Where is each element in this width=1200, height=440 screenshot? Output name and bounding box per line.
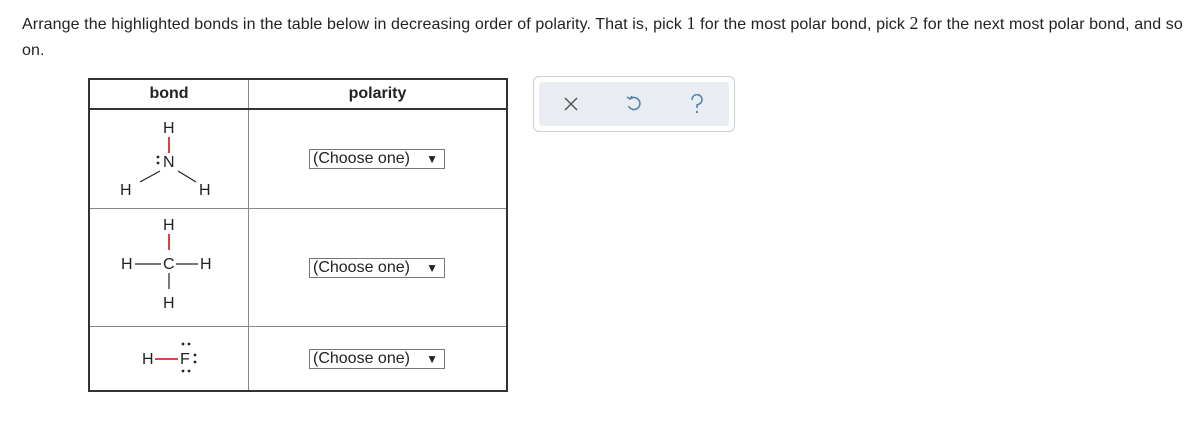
polarity-select[interactable] [309, 349, 445, 369]
table-row [89, 327, 507, 392]
atom-f: F [180, 351, 190, 368]
table-row [89, 109, 507, 209]
atom-h: H [142, 351, 154, 368]
dropdown-arrow-icon: ▼ [426, 351, 438, 366]
help-button[interactable] [677, 86, 717, 122]
prompt-number-1: 1 [686, 13, 696, 33]
bond-cell [89, 109, 249, 209]
clear-button[interactable] [551, 86, 591, 122]
polarity-cell [249, 109, 508, 209]
close-icon [563, 96, 579, 112]
atom-h-left: H [121, 256, 133, 273]
prompt-number-2: 2 [909, 13, 919, 33]
atom-n: N [163, 154, 175, 171]
ammonia-structure [90, 110, 248, 208]
dropdown-arrow-icon: ▼ [426, 260, 438, 275]
prompt-text-3: for the next most polar bond, and so on. [22, 16, 1183, 59]
undo-icon [625, 95, 643, 113]
atom-h-top: H [163, 217, 175, 234]
polarity-select-value: (Choose one) [313, 258, 410, 276]
bond-cell [89, 209, 249, 327]
polarity-select-value: (Choose one) [313, 150, 410, 167]
header-polarity: polarity [249, 79, 508, 109]
bond-cell [89, 327, 249, 392]
dropdown-arrow-icon: ▼ [426, 152, 438, 166]
polarity-select-value: (Choose one) [313, 349, 410, 367]
atom-h-top: H [163, 120, 175, 137]
polarity-cell [249, 327, 508, 392]
table-row [89, 209, 507, 327]
toolbar-buttons [539, 82, 729, 126]
prompt-text-1: Arrange the highlighted bonds in the table below in decreasing order of polarity. That is, pick [22, 16, 687, 33]
help-icon [689, 94, 705, 114]
header-bond: bond [89, 79, 249, 109]
polarity-cell [249, 209, 508, 327]
prompt-text-2: for the most polar bond, pick [695, 16, 910, 33]
methane-structure [90, 209, 248, 326]
answer-toolbar [533, 76, 735, 132]
hydrogen-fluoride-structure [90, 327, 248, 390]
atom-h-right: H [200, 256, 212, 273]
polarity-select[interactable] [309, 149, 445, 169]
question-prompt [22, 10, 1192, 64]
undo-button[interactable] [614, 86, 654, 122]
atom-h-left: H [120, 182, 132, 199]
atom-h-bottom: H [163, 295, 175, 312]
polarity-select[interactable] [309, 258, 445, 278]
atom-c: C [163, 256, 175, 273]
atom-h-right: H [199, 182, 211, 199]
bond-polarity-table [88, 78, 508, 392]
